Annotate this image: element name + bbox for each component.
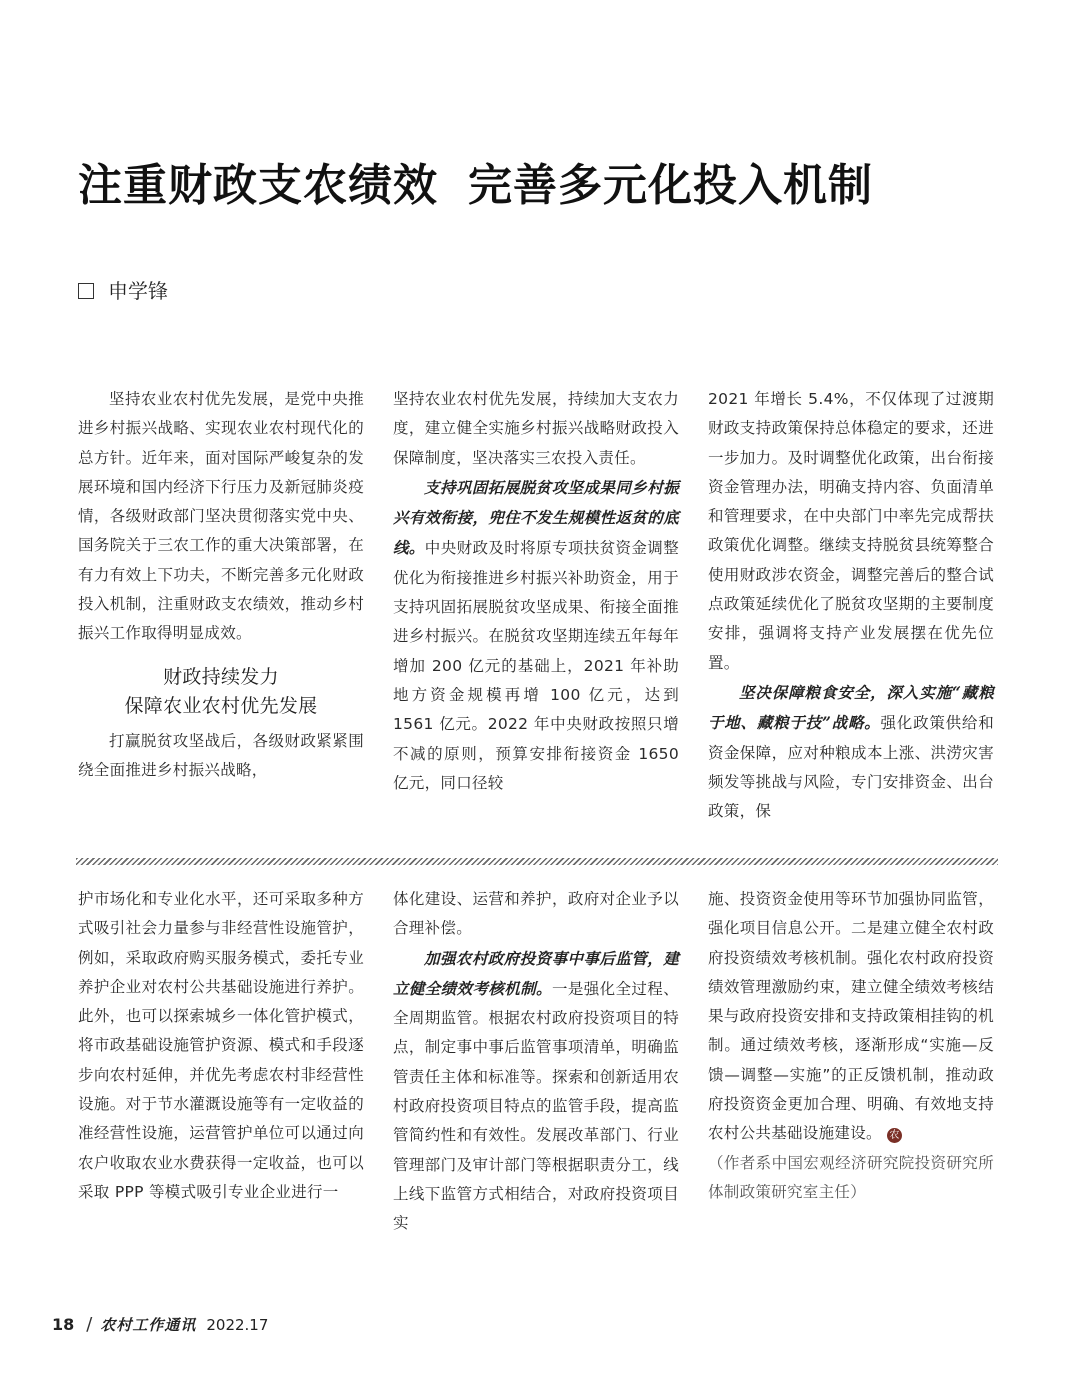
paragraph-body: 施、投资资金使用等环节加强协同监管，强化项目信息公开。二是建立健全农村政府投资绩效考核机制。强化农村政府投资绩效管理激励约束，建立健全绩效考核结果与政府投资安排和支持政策相挂钩的机制。通过绩效考核，逐渐形成“实施—反馈—调整—实施”的正反馈机制，推动政府投资资金更加合理、明确、有效地支持农村公共基础设施建设。	[708, 890, 994, 1143]
page-number: 18	[52, 1315, 75, 1334]
paragraph	[708, 678, 994, 826]
paragraph: 坚持农业农村优先发展，是党中央推进乡村振兴战略、实现农业农村现代化的总方针。近年来，面对国际严峻复杂的发展环境和国内经济下行压力及新冠肺炎疫情，各级财政部门坚决贯彻落实党中央、国务院关于三农工作的重大决策部署，在有力有效上下功夫，不断完善多元化财政投入机制，注重财政支农绩效，推动乡村振兴工作取得明显成效。	[78, 390, 364, 643]
paragraph: 坚持农业农村优先发展，持续加大支农力度，建立健全实施乡村振兴战略财政投入保障制度，坚决落实三农投入责任。	[393, 390, 679, 467]
page-footer	[52, 1315, 268, 1335]
paragraph-lead: 加强农村政府投资事中事后监管，建立健全绩效考核机制。	[393, 948, 679, 998]
square-bullet-icon	[78, 283, 94, 299]
upper-column-2	[393, 385, 679, 798]
end-mark-icon: 农	[887, 1128, 902, 1143]
paragraph: 体化建设、运营和养护，政府对企业予以合理补偿。	[393, 890, 679, 938]
section-divider	[76, 858, 998, 865]
lower-column-1	[78, 885, 364, 1207]
paragraph	[708, 885, 994, 1149]
section-heading-line-2: 保障农业农村优先发展	[124, 694, 318, 717]
paragraph-lead: 支持巩固拓展脱贫攻坚成果同乡村振兴有效衔接，兜住不发生规模性返贫的底线。	[393, 477, 679, 558]
section-heading-line-1: 财政持续发力	[163, 665, 279, 688]
title-part-2: 完善多元化投入机制	[468, 160, 873, 211]
paragraph-body: 强化政策供给和资金保障，应对种粮成本上涨、洪涝灾害频发等挑战与风险，专门安排资金、出台政策，保	[708, 714, 995, 821]
section-heading	[78, 663, 364, 721]
slash-divider-icon: /	[86, 1314, 93, 1335]
paragraph: 2021 年增长 5.4%，不仅体现了过渡期财政支持政策保持总体稳定的要求，还进一步加力。及时调整优化政策，出台衔接资金管理办法，明确支持内容、负面清单和管理要求，在中央部门中率先完成帮扶政策优化调整。继续支持脱贫县统筹整合使用财政涉农资金，调整完善后的整合试点政策延续优化了脱贫攻坚期的主要制度安排，强调将支持产业发展摆在优先位置。	[708, 390, 994, 672]
paragraph-lead: 坚决保障粮食安全，深入实施“藏粮于地、藏粮于技”战略。	[708, 682, 994, 733]
magazine-name: 农村工作通讯	[100, 1316, 197, 1334]
paragraph: 护市场化和专业化水平，还可采取多种方式吸引社会力量参与非经营性设施管护，例如，采取政府购买服务模式，委托专业养护企业对农村公共基础设施进行养护。此外，也可以探索城乡一体化管护模式，将市政基础设施管护资源、模式和手段逐步向农村延伸，并优先考虑农村非经营性设施。对于节水灌溉设施等有一定收益的准经营性设施，运营管护单位可以通过向农户收取农业水费获得一定收益，也可以采取 PPP 等模式吸引专业企业进行一	[78, 890, 364, 1201]
author-name: 申学锋	[108, 279, 168, 303]
upper-column-1	[78, 385, 364, 785]
lower-column-2	[393, 885, 679, 1239]
paragraph	[393, 944, 679, 1239]
upper-column-3	[708, 385, 994, 826]
paragraph-body: 中央财政及时将原专项扶贫资金调整优化为衔接推进乡村振兴补助资金，用于支持巩固拓展脱贫攻坚成果、衔接全面推进乡村振兴。在脱贫攻坚期连续五年每年增加 200 亿元的基础上，2021 年补助地方资金规模再增 100 亿元，达到 1561 亿元。2022 年中央财政按照只增不减的原则，预算安排衔接资金 1650 亿元，同口径较	[393, 539, 679, 792]
paragraph-body: 一是强化全过程、全周期监管。根据农村政府投资项目的特点，制定事中事后监管事项清单，明确监管责任主体和标准等。探索和创新适用农村政府投资项目特点的监管手段，提高监管简约性和有效性。发展改革部门、行业管理部门及审计部门等根据职责分工，线上线下监管方式相结合，对政府投资项目实	[393, 979, 679, 1233]
paragraph: 打赢脱贫攻坚战后，各级财政紧紧围绕全面推进乡村振兴战略，	[78, 731, 364, 779]
article-title	[78, 158, 1018, 214]
issue-number: 2022.17	[206, 1316, 269, 1334]
author-signature: （作者系中国宏观经济研究院投资研究所体制政策研究室主任）	[708, 1153, 994, 1201]
author-line	[78, 278, 168, 304]
paragraph	[393, 473, 679, 798]
title-part-1: 注重财政支农绩效	[78, 160, 438, 211]
lower-column-3	[708, 885, 994, 1207]
